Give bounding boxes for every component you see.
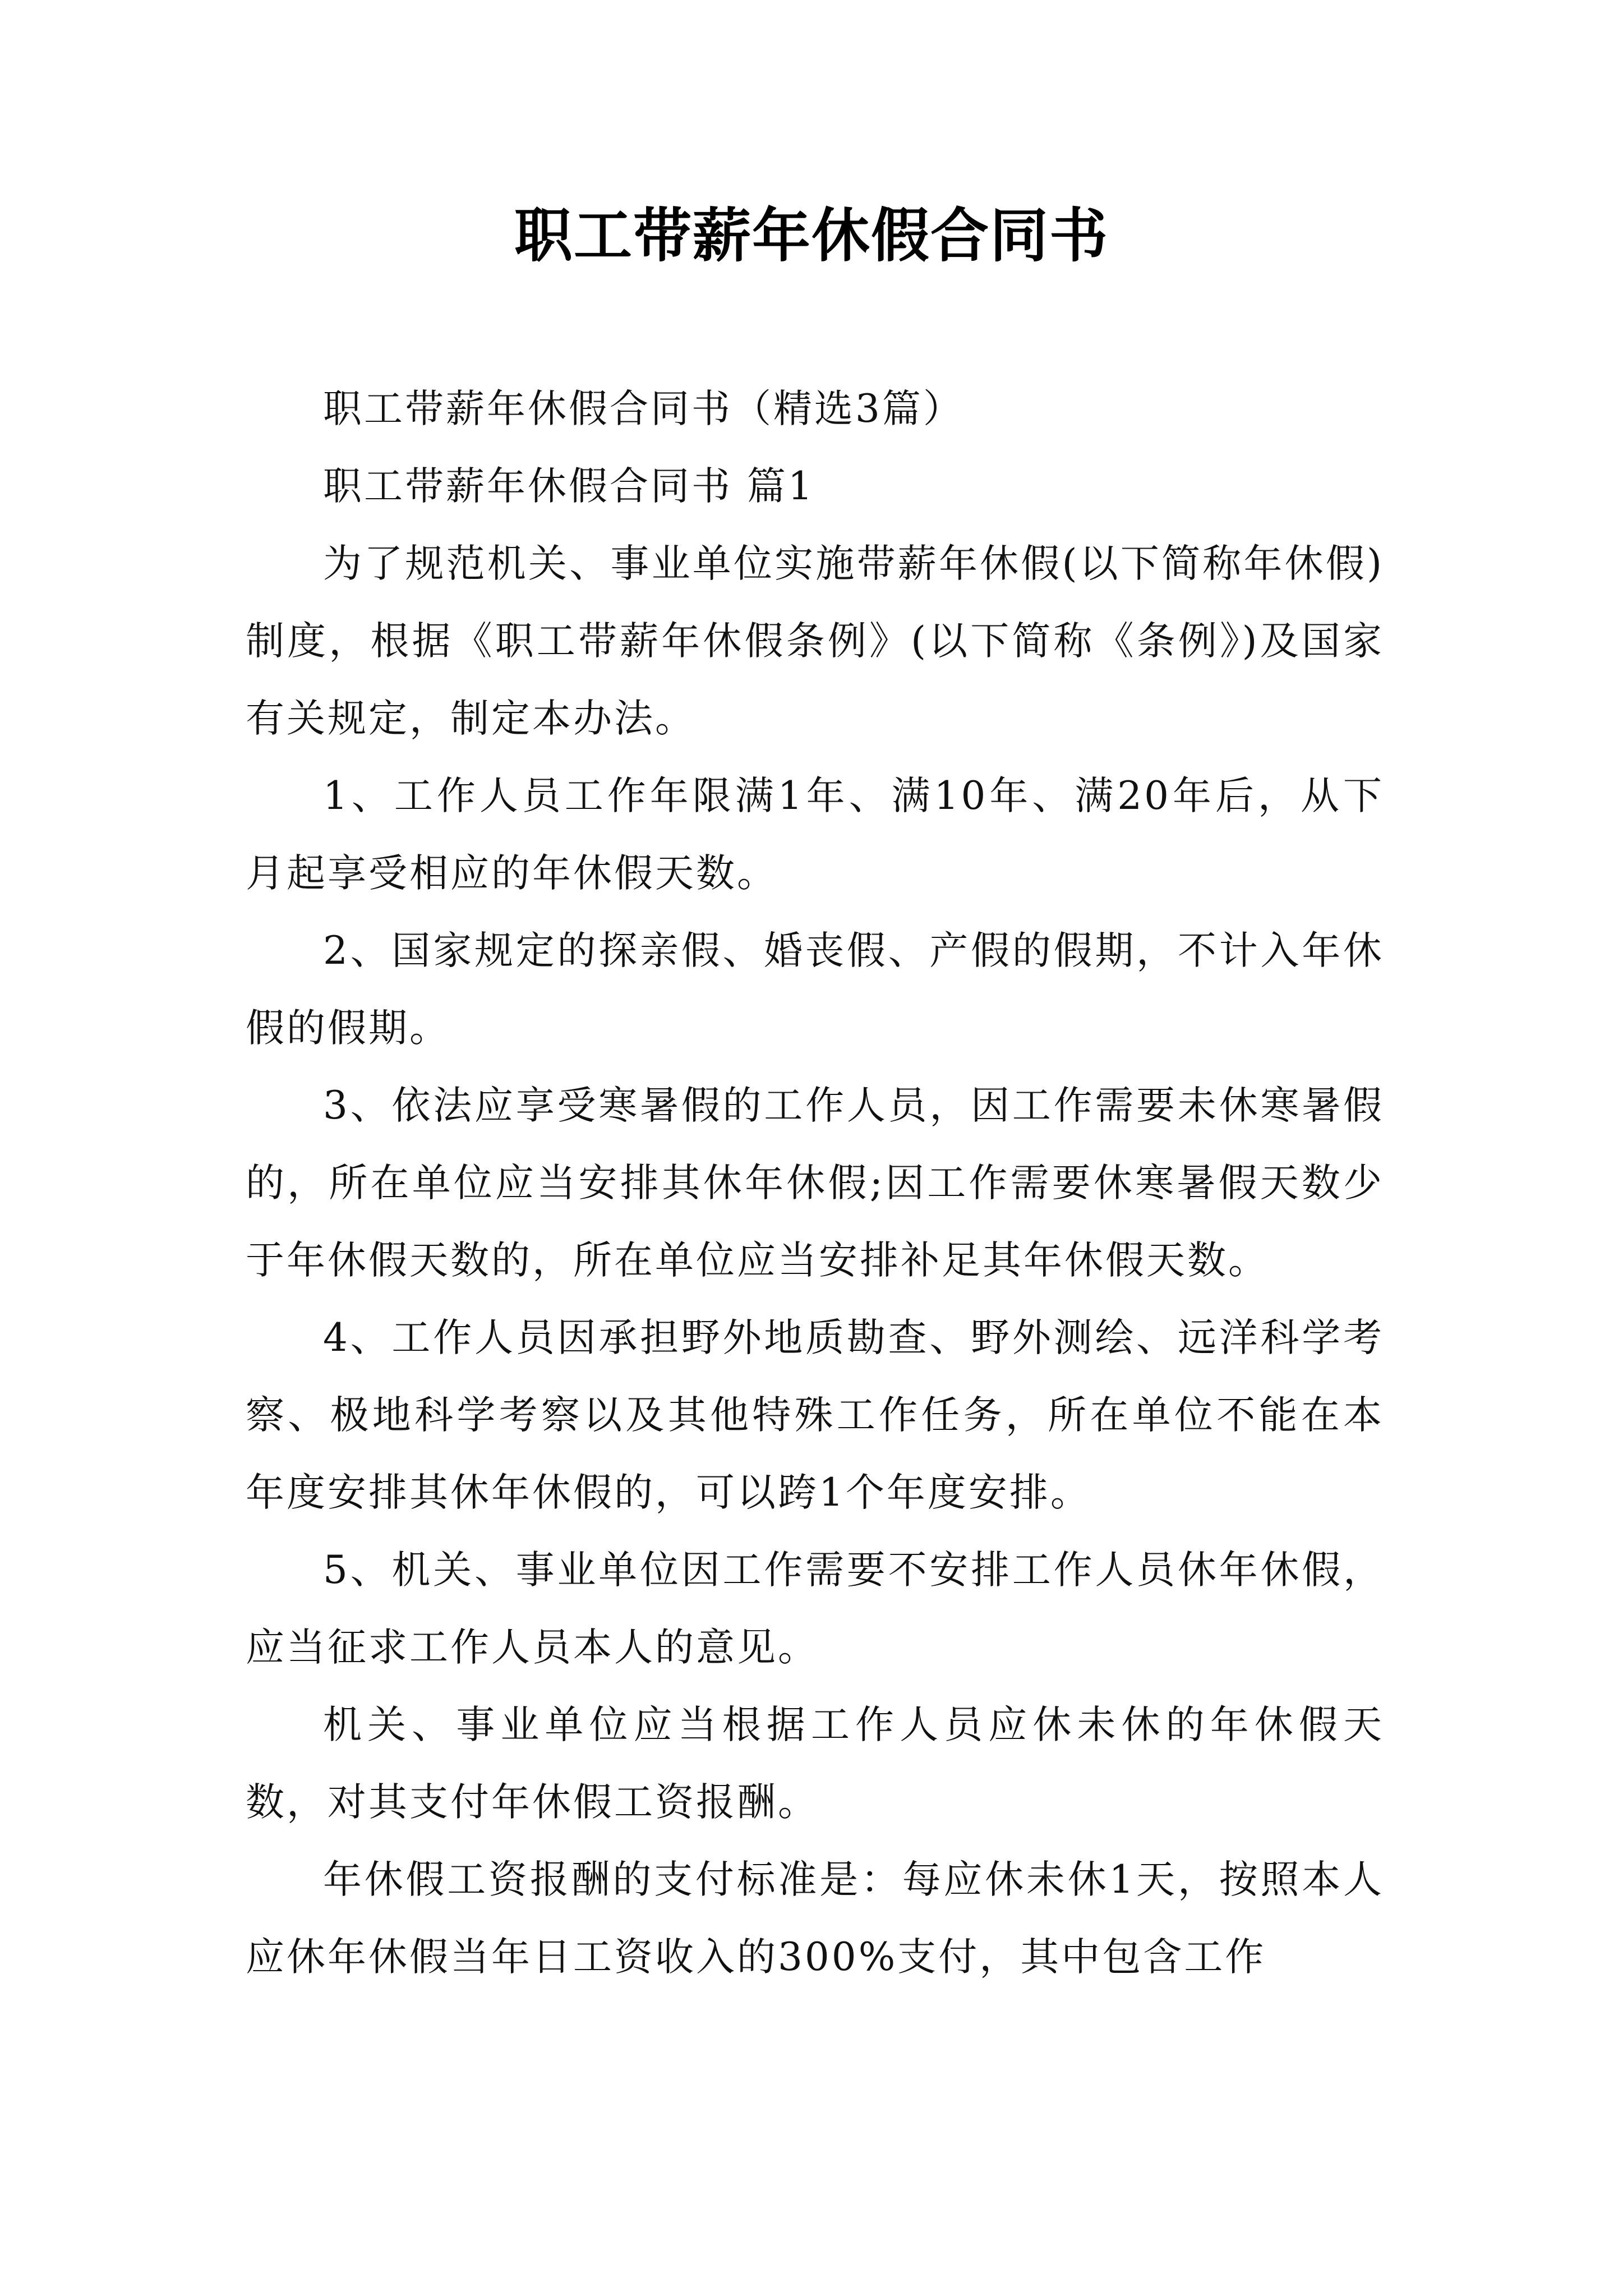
- document-body: [246, 370, 1384, 1996]
- paragraph-subtitle: 职工带薪年休假合同书（精选3篇）: [323, 386, 964, 431]
- paragraph-item-5: 5、机关、事业单位因工作需要不安排工作人员休年休假，应当征求工作人员本人的意见。: [246, 1548, 1384, 1670]
- paragraph-item-2: 2、国家规定的探亲假、婚丧假、产假的假期，不计入年休假的假期。: [246, 928, 1384, 1051]
- paragraph-section-heading: 职工带薪年休假合同书 篇1: [323, 464, 815, 509]
- paragraph-intro: 为了规范机关、事业单位实施带薪年休假(以下简称年休假)制度，根据《职工带薪年休假条例》(以下简称《条例》)及国家有关规定，制定本办法。: [246, 541, 1384, 741]
- document-title: 职工带薪年休假合同书: [514, 201, 1109, 270]
- paragraph-item-1: 1、工作人员工作年限满1年、满10年、满20年后，从下月起享受相应的年休假天数。: [246, 774, 1384, 896]
- paragraph-item-3: 3、依法应享受寒暑假的工作人员，因工作需要未休寒暑假的，所在单位应当安排其休年休假;因工作需要休寒暑假天数少于年休假天数的，所在单位应当安排补足其年休假天数。: [246, 1083, 1384, 1283]
- paragraph-compensation: 机关、事业单位应当根据工作人员应休未休的年休假天数，对其支付年休假工资报酬。: [246, 1703, 1384, 1825]
- paragraph-payment-standard: 年休假工资报酬的支付标准是：每应休未休1天，按照本人应休年休假当年日工资收入的300%支付，其中包含工作: [246, 1857, 1384, 1980]
- paragraph-item-4: 4、工作人员因承担野外地质勘查、野外测绘、远洋科学考察、极地科学考察以及其他特殊工作任务，所在单位不能在本年度安排其休年休假的，可以跨1个年度安排。: [246, 1315, 1384, 1515]
